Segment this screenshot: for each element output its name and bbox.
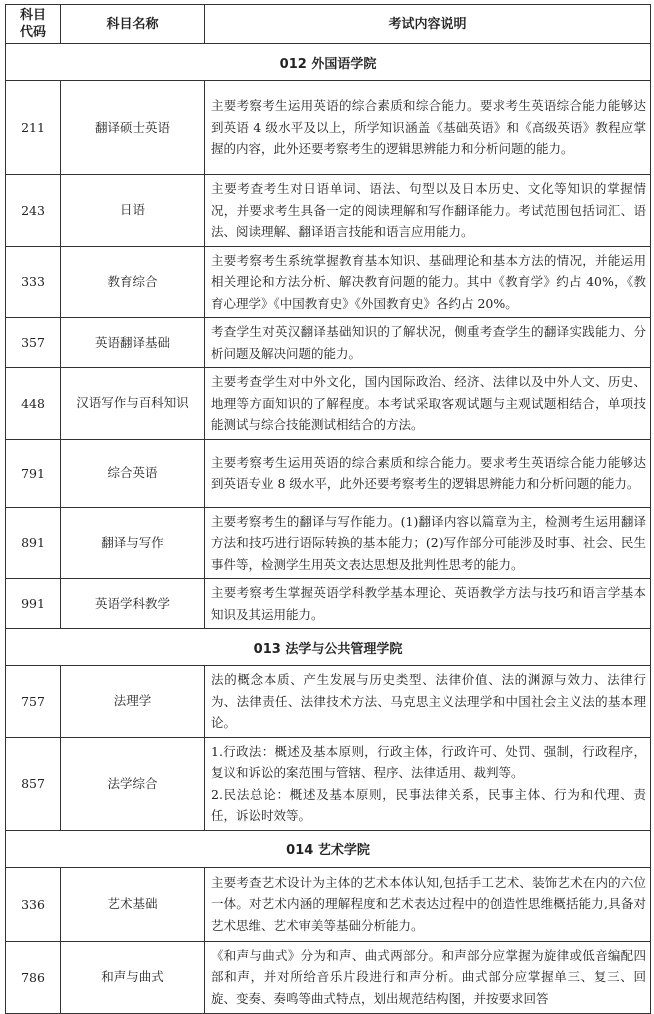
subject-code: 211 [6,81,61,175]
subject-name: 教育综合 [61,246,205,318]
subject-desc [205,737,651,830]
subject-name: 日语 [61,175,205,247]
subject-code: 791 [6,439,61,507]
subject-code: 336 [6,867,61,941]
header-desc: 考试内容说明 [205,5,651,44]
section-header: 012 外国语学院 [6,44,651,81]
table-row [6,318,651,368]
table-row [6,666,651,738]
section-header: 014 艺术学院 [6,830,651,867]
subject-code: 333 [6,246,61,318]
table-row [6,507,651,579]
table-row [6,867,651,941]
subject-desc: 考查学生对英汉翻译基础知识的了解状况，侧重考查学生的翻译实践能力、分析问题及解决问题的能力。 [205,318,651,368]
subject-code: 757 [6,666,61,738]
subject-desc: 《和声与曲式》分为和声、曲式两部分。和声部分应掌握为旋律或低音编配四部和声，并对所给音乐片段进行和声分析。曲式部分应掌握单三、复三、回旋、变奏、奏鸣等曲式特点，划出规范结构图，并按要求回答 [205,941,651,1013]
subject-code: 991 [6,579,61,629]
table-row [6,941,651,1013]
subject-desc: 主要考察考生运用英语的综合素质和综合能力。要求考生英语综合能力能够达到英语专业 8 级水平，此外还要考察考生的逻辑思辨能力和分析问题的能力。 [205,439,651,507]
header-name: 科目名称 [61,5,205,44]
subject-desc: 主要考察考生的翻译与写作能力。(1)翻译内容以篇章为主，检测考生运用翻译方法和技巧进行语际转换的基本能力；(2)写作部分可能涉及时事、社会、民生事件等，检测学生用英文表达思想及批判性思考的能力。 [205,507,651,579]
subject-name: 翻译与写作 [61,507,205,579]
subject-code: 891 [6,507,61,579]
subject-desc: 主要考查学生对中外文化，国内国际政治、经济、法律以及中外人文、历史、地理等方面知识的了解程度。本考试采取客观试题与主观试题相结合，单项技能测试与综合技能测试相结合的方法。 [205,368,651,440]
subject-name: 艺术基础 [61,867,205,941]
table-row [6,737,651,830]
subject-name: 综合英语 [61,439,205,507]
subject-desc: 主要考查考生对日语单词、语法、句型以及日本历史、文化等知识的掌握情况，并要求考生具备一定的阅读理解和写作翻译能力。考试范围包括词汇、语法、阅读理解、翻译语言技能和语言应用能力。 [205,175,651,247]
subject-desc: 法的概念本质、产生发展与历史类型、法律价值、法的渊源与效力、法律行为、法律责任、法律技术方法、马克思主义法理学和中国社会主义法的基本理论。 [205,666,651,738]
table-row [6,579,651,629]
subject-code: 857 [6,737,61,830]
header-code: 科目 代码 [6,5,61,44]
subject-desc: 主要考察考生掌握英语学科教学基本理论、英语教学方法与技巧和语言学基本知识及其运用能力。 [205,579,651,629]
subject-desc: 主要考察考生系统掌握教育基本知识、基础理论和基本方法的情况，并能运用相关理论和方法分析、解决教育问题的能力。其中《教育学》约占 40%，《教育心理学》《中国教育史》《外国教育史》各约占 20%。 [205,246,651,318]
exam-content-table [5,4,651,1014]
subject-name: 汉语写作与百科知识 [61,368,205,440]
table-row [6,246,651,318]
table-row [6,368,651,440]
table-row [6,439,651,507]
subject-name: 法学综合 [61,737,205,830]
desc-item-1: 1.行政法：概述及基本原则，行政主体，行政许可、处罚、强制，行政程序，复议和诉讼的案范围与管辖、程序、法律适用、裁判等。 [211,743,646,780]
subject-code: 786 [6,941,61,1013]
subject-name: 英语翻译基础 [61,318,205,368]
subject-desc: 主要考察考生运用英语的综合素质和综合能力。要求考生英语综合能力能够达到英语 4 级水平及以上，所学知识涵盖《基础英语》和《高级英语》教程应掌握的内容，此外还要考察考生的逻辑思辨能力和分析问题的能力。 [205,81,651,175]
subject-code: 243 [6,175,61,247]
section-header: 013 法学与公共管理学院 [6,629,651,666]
table-header [6,5,651,44]
subject-code: 448 [6,368,61,440]
subject-name: 和声与曲式 [61,941,205,1013]
subject-desc: 主要考查艺术设计为主体的艺术本体认知,包括手工艺术、装饰艺术在内的六位一体。对艺术内涵的理解程度和艺术表达过程中的创造性思维概括能力,具备对艺术思维、艺术审美等基础分析能力。 [205,867,651,941]
table-row [6,81,651,175]
table-row [6,175,651,247]
desc-item-2: 2.民法总论：概述及基本原则，民事法律关系，民事主体、行为和代理、责任，诉讼时效等。 [211,786,646,823]
subject-name: 英语学科教学 [61,579,205,629]
subject-code: 357 [6,318,61,368]
subject-name: 法理学 [61,666,205,738]
subject-name: 翻译硕士英语 [61,81,205,175]
